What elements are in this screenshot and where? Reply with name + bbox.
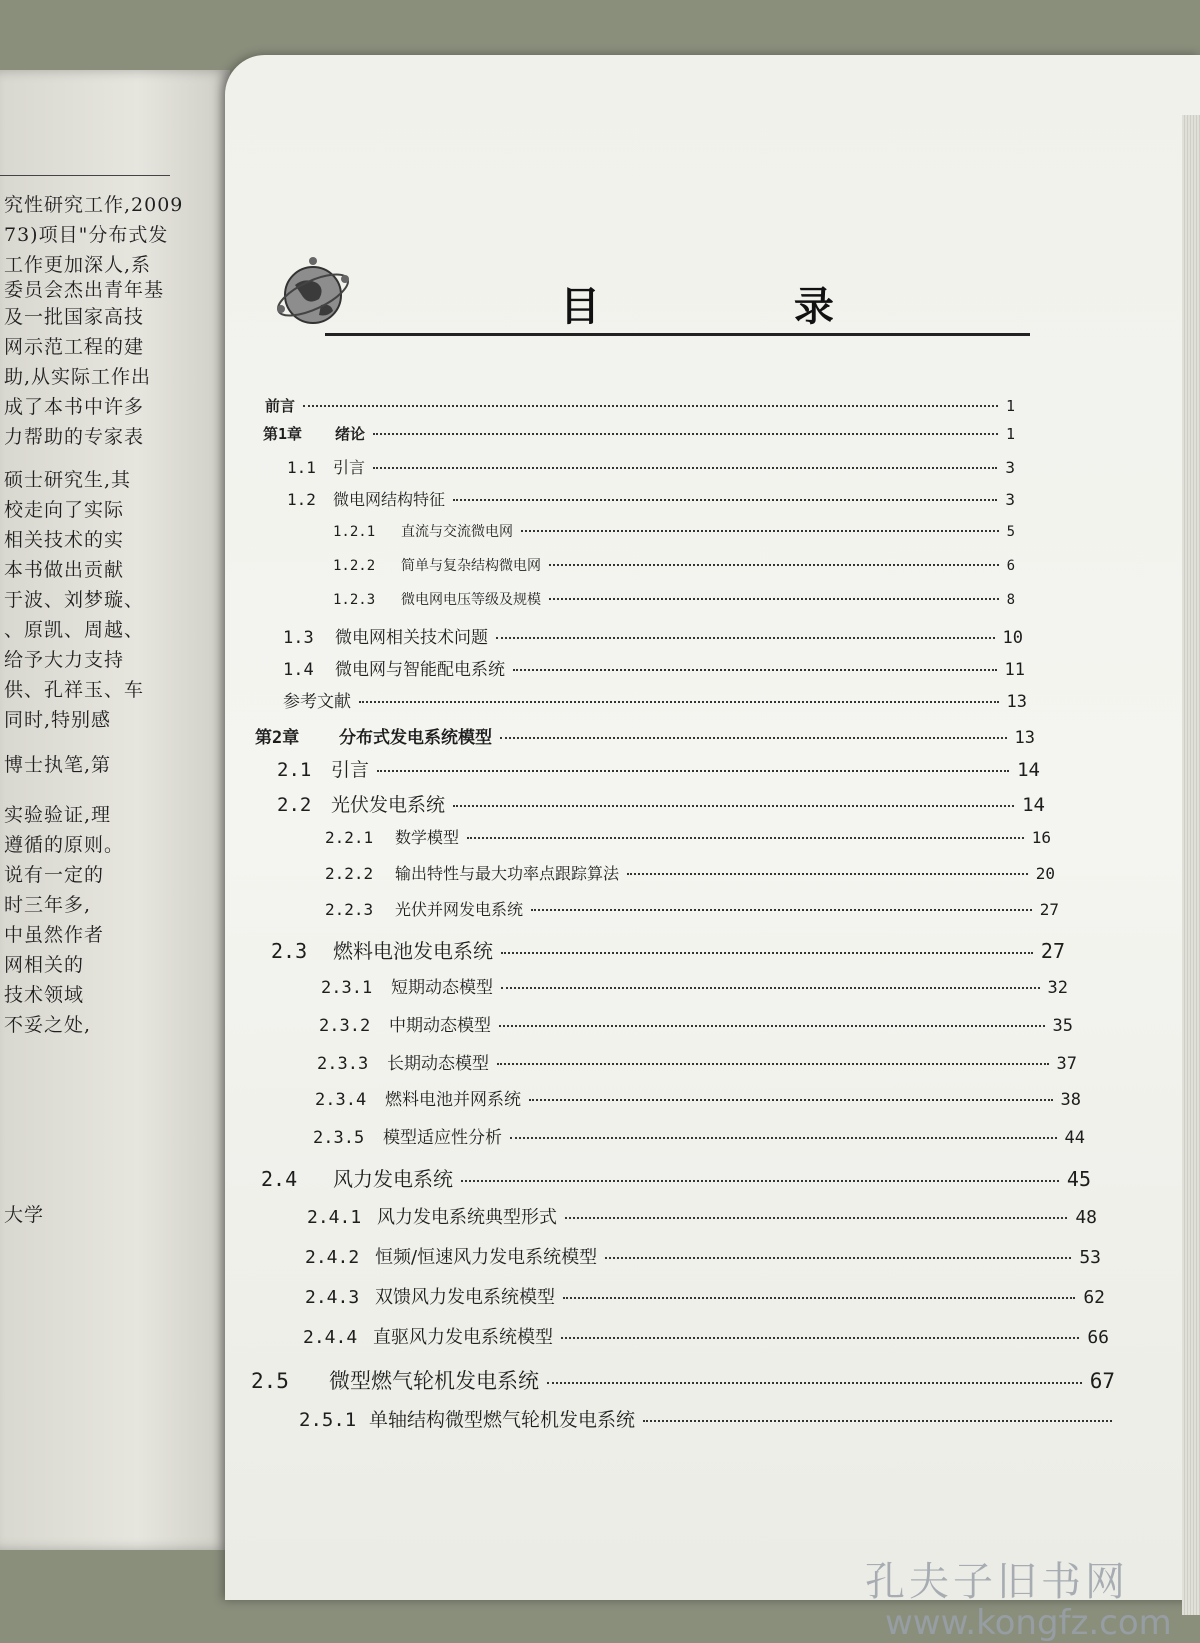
toc-leader-dots (303, 405, 998, 407)
toc-entry-page: 1 (1005, 425, 1015, 443)
toc-entry-number: 2.4.2 (305, 1247, 360, 1268)
toc-entry-number: 2.3.4 (315, 1090, 367, 1110)
toc-leader-dots (547, 1382, 1082, 1384)
toc-leader-dots (561, 1337, 1079, 1339)
toc-leader-dots (500, 737, 1007, 739)
left-page-line: 工作更加深人,系 (4, 254, 152, 276)
toc-entry[interactable] (333, 555, 1015, 575)
toc-leader-dots (549, 564, 999, 566)
toc-entry-title: 前言 (265, 397, 296, 415)
toc-entry-page: 27 (1040, 939, 1065, 963)
toc-entry-page: 44 (1064, 1128, 1085, 1148)
left-page-line: 网相关的 (4, 954, 85, 976)
toc-leader-dots (501, 952, 1033, 954)
toc-entry[interactable] (325, 825, 1051, 848)
toc-entry[interactable] (287, 455, 1015, 478)
left-page-line: 网示范工程的建 (4, 336, 145, 358)
toc-entry-title: 风力发电系统 (333, 1167, 453, 1191)
toc-leader-dots (501, 987, 1040, 989)
toc-entry-page: 20 (1035, 864, 1055, 883)
watermark-text: 孔夫子旧书网 (865, 1559, 1129, 1605)
left-page-line: 硕士研究生,其 (4, 469, 132, 491)
toc-leader-dots (359, 701, 999, 703)
toc-entry-title: 微电网相关技术问题 (335, 628, 488, 648)
toc-entry-number: 2.4 (261, 1167, 298, 1191)
toc-leader-dots (377, 770, 1009, 772)
left-page-line: 技术领域 (4, 984, 85, 1006)
toc-entry-title: 绪论 (335, 425, 366, 443)
toc-entry[interactable] (307, 1203, 1097, 1229)
toc-entry-page: 11 (1004, 660, 1025, 680)
toc-entry[interactable] (287, 487, 1015, 510)
toc-leader-dots (496, 637, 995, 639)
toc-entry-title: 输出特性与最大功率点跟踪算法 (395, 864, 620, 883)
toc-entry[interactable] (277, 790, 1045, 817)
left-page-line: 说有一定的 (4, 864, 105, 886)
toc-leader-dots (627, 873, 1028, 875)
toc-entry-title: 微电网与智能配电系统 (335, 660, 505, 680)
toc-entry-title: 引言 (331, 759, 370, 781)
toc-entry-title: 中期动态模型 (389, 1016, 491, 1036)
toc-entry[interactable] (255, 723, 1035, 748)
toc-entry[interactable] (283, 623, 1023, 648)
toc-leader-dots (531, 909, 1032, 911)
toc-entry-title: 模型适应性分析 (383, 1128, 502, 1148)
toc-entry-page: 8 (1006, 592, 1015, 608)
left-page-line: 成了本书中许多 (4, 396, 145, 418)
left-page-line: 遵循的原则。 (4, 834, 125, 856)
toc-entry[interactable] (325, 897, 1059, 920)
toc-leader-dots (499, 1025, 1045, 1027)
toc-leader-dots (563, 1297, 1075, 1299)
right-toc-page (225, 55, 1200, 1643)
left-page-line: 时三年多, (4, 894, 92, 916)
toc-leader-dots (453, 499, 997, 501)
left-page-line: 及一批国家高技 (4, 306, 145, 328)
toc-entry-page: 6 (1006, 558, 1015, 574)
toc-entry-title: 燃料电池并网系统 (385, 1090, 521, 1110)
toc-entry-page: 45 (1066, 1167, 1091, 1191)
toc-entry-number: 1.1 (287, 458, 316, 477)
left-page-line: 同时,特别感 (4, 709, 112, 731)
globe-icon (273, 255, 353, 335)
toc-entry[interactable] (333, 589, 1015, 609)
toc-entry-page: 35 (1052, 1016, 1073, 1036)
toc-entry-number: 2.1 (277, 759, 312, 781)
toc-entry-page: 66 (1087, 1327, 1109, 1348)
toc-entry-number: 2.2.1 (325, 828, 374, 847)
toc-entry-page: 38 (1060, 1090, 1081, 1110)
toc-entry-number: 第2章 (255, 728, 300, 748)
left-page-line: 大学 (4, 1204, 45, 1226)
toc-entry-number: 2.2.3 (325, 900, 374, 919)
left-page-line: 供、孔祥玉、车 (4, 679, 145, 701)
toc-entry[interactable] (283, 655, 1025, 680)
watermark-url: www.kongfz.com (885, 1603, 1172, 1643)
toc-entry-title: 简单与复杂结构微电网 (401, 558, 541, 574)
toc-entry-number: 2.3.5 (313, 1128, 365, 1148)
toc-entry-number: 2.3 (271, 939, 308, 963)
toc-leader-dots (467, 837, 1024, 839)
toc-entry-page: 13 (1006, 692, 1027, 712)
toc-entry-number: 1.2 (287, 490, 316, 509)
toc-entry-number: 2.3.3 (317, 1054, 369, 1074)
toc-leader-dots (605, 1257, 1071, 1259)
toc-entry-page: 14 (1017, 759, 1040, 781)
toc-entry-title: 微型燃气轮机发电系统 (329, 1369, 539, 1393)
left-page-line: 本书做出贡献 (4, 559, 125, 581)
toc-entry-page: 1 (1005, 397, 1015, 415)
toc-entry-page: 5 (1006, 524, 1015, 540)
toc-entry[interactable] (265, 395, 1015, 416)
toc-entry-title: 直流与交流微电网 (401, 524, 513, 540)
toc-entry-title: 直驱风力发电系统模型 (373, 1327, 553, 1348)
toc-entry-title: 分布式发电系统模型 (339, 728, 492, 748)
left-page-line: 助,从实际工作出 (4, 366, 152, 388)
left-page-line: 、原凯、周越、 (4, 619, 145, 641)
toc-entry[interactable] (299, 1405, 1120, 1432)
left-page-line: 相关技术的实 (4, 529, 125, 551)
toc-leader-dots (521, 530, 999, 532)
toc-leader-dots (453, 805, 1014, 807)
toc-leader-dots (643, 1420, 1112, 1422)
toc-entry-number: 2.4.4 (303, 1327, 358, 1348)
toc-entry-page: 3 (1005, 458, 1015, 477)
toc-entry-number: 2.3.1 (321, 978, 373, 998)
toc-entry[interactable] (313, 1123, 1085, 1148)
toc-leader-dots (565, 1217, 1067, 1219)
left-page-line: 校走向了实际 (4, 499, 125, 521)
toc-entry-title: 引言 (333, 458, 366, 477)
toc-leader-dots (497, 1063, 1049, 1065)
toc-entry-page: 37 (1056, 1054, 1077, 1074)
toc-entry[interactable] (305, 1283, 1105, 1309)
left-page-line: 不妥之处, (4, 1014, 92, 1036)
toc-entry[interactable] (333, 521, 1015, 541)
toc-entry[interactable] (271, 935, 1065, 964)
toc-entry-number: 2.3.2 (319, 1016, 371, 1036)
toc-entry[interactable] (317, 1049, 1077, 1074)
left-page-line: 力帮助的专家表 (4, 426, 145, 448)
toc-entry-number: 1.2.3 (333, 592, 376, 608)
toc-entry[interactable] (319, 1011, 1073, 1036)
toc-leader-dots (373, 433, 998, 435)
toc-entry[interactable] (251, 1365, 1115, 1395)
toc-entry-title: 光伏发电系统 (331, 794, 446, 816)
page-title: 目 录 (560, 284, 924, 330)
toc-leader-dots (513, 669, 997, 671)
toc-entry-number: 2.4.3 (305, 1287, 360, 1308)
toc-entry-title: 短期动态模型 (391, 978, 493, 998)
toc-entry-page: 27 (1039, 900, 1059, 919)
left-header-rule (0, 175, 170, 176)
toc-entry-title: 微电网电压等级及规模 (401, 592, 541, 608)
toc-entry-title: 数学模型 (395, 828, 460, 847)
toc-entry[interactable] (303, 1323, 1109, 1349)
left-page-line: 73)项目"分布式发 (4, 224, 169, 246)
toc-leader-dots (510, 1137, 1057, 1139)
toc-leader-dots (373, 467, 997, 469)
toc-leader-dots (529, 1099, 1053, 1101)
toc-entry-page: 53 (1079, 1247, 1101, 1268)
toc-entry[interactable] (305, 1243, 1101, 1269)
toc-entry-number: 1.4 (283, 660, 314, 680)
toc-entry-page: 67 (1089, 1369, 1115, 1393)
left-facing-page (0, 70, 230, 1550)
toc-entry-number: 1.2.2 (333, 558, 376, 574)
toc-entry-number: 第1章 (263, 425, 303, 443)
toc-entry-number: 2.5 (251, 1369, 289, 1393)
toc-entry[interactable] (315, 1085, 1081, 1110)
left-page-line: 实验验证,理 (4, 804, 112, 826)
toc-entry-title: 恒频/恒速风力发电系统模型 (375, 1247, 598, 1268)
toc-entry-page: 3 (1005, 490, 1015, 509)
toc-entry[interactable] (277, 755, 1040, 782)
toc-entry-title: 微电网结构特征 (333, 490, 446, 509)
toc-entry-title: 双馈风力发电系统模型 (375, 1287, 555, 1308)
toc-entry-title: 长期动态模型 (387, 1054, 489, 1074)
left-page-line: 究性研究工作,2009 (4, 194, 184, 216)
toc-entry-page: 48 (1075, 1207, 1097, 1228)
toc-entry-number: 1.3 (283, 628, 314, 648)
toc-entry-number: 2.4.1 (307, 1207, 362, 1228)
left-page-line: 给予大力支持 (4, 649, 125, 671)
toc-entry[interactable] (261, 1163, 1091, 1192)
toc-entry-page: 13 (1014, 728, 1035, 748)
toc-entry[interactable] (283, 687, 1027, 712)
toc-entry-page: 10 (1002, 628, 1023, 648)
toc-entry-page: 14 (1022, 794, 1045, 816)
toc-entry-title: 参考文献 (283, 692, 351, 712)
toc-entry-number: 1.2.1 (333, 524, 376, 540)
page-edge (1182, 115, 1200, 1615)
toc-entry-title: 风力发电系统典型形式 (377, 1207, 557, 1228)
toc-entry[interactable] (263, 423, 1015, 444)
toc-entry-page: 16 (1031, 828, 1051, 847)
toc-leader-dots (549, 598, 999, 600)
left-page-line: 委员会杰出青年基 (4, 279, 165, 301)
toc-entry-number: 2.2 (277, 794, 312, 816)
toc-entry-number: 2.5.1 (299, 1409, 357, 1431)
toc-entry-number: 2.2.2 (325, 864, 374, 883)
left-page-line: 博士执笔,第 (4, 754, 112, 776)
toc-entry-page: 32 (1047, 978, 1068, 998)
toc-entry-page: 62 (1083, 1287, 1105, 1308)
toc-entry[interactable] (321, 973, 1068, 998)
left-page-line: 中虽然作者 (4, 924, 105, 946)
title-underline (325, 333, 1030, 336)
toc-entry-title: 单轴结构微型燃气轮机发电系统 (369, 1409, 636, 1431)
toc-entry-title: 光伏并网发电系统 (395, 900, 524, 919)
left-page-line: 于波、刘梦璇、 (4, 589, 145, 611)
toc-entry-title: 燃料电池发电系统 (333, 939, 493, 963)
toc-entry[interactable] (325, 861, 1055, 884)
toc-leader-dots (461, 1180, 1059, 1182)
